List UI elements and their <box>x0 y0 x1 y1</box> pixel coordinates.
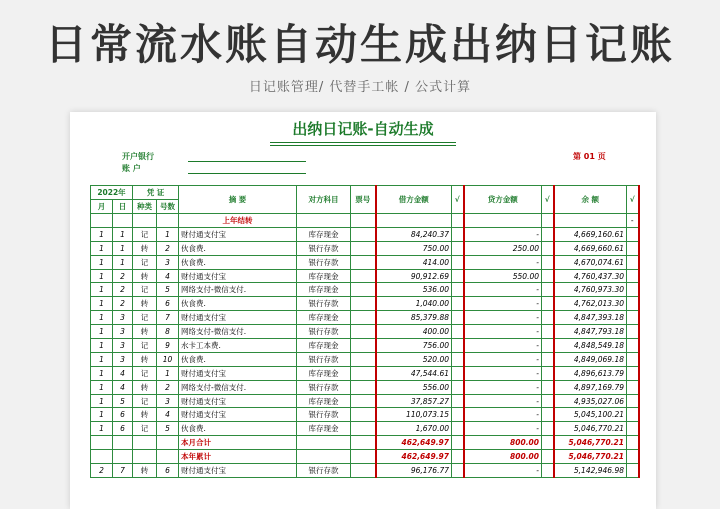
credit-check-cell <box>542 241 554 255</box>
credit-cell: - <box>464 227 542 241</box>
kind-cell: 转 <box>133 380 157 394</box>
number-cell: 7 <box>157 311 179 325</box>
month-cell: 1 <box>91 269 113 283</box>
ticket-cell <box>351 283 376 297</box>
credit-check-cell <box>542 366 554 380</box>
balance-check-cell <box>627 366 639 380</box>
credit-check-cell <box>542 394 554 408</box>
balance-check-cell <box>627 241 639 255</box>
account-cell: 库存现金 <box>297 269 351 283</box>
number-header: 号数 <box>157 200 179 214</box>
account-cell: 银行存款 <box>297 255 351 269</box>
number-cell: 2 <box>157 380 179 394</box>
table-row[interactable] <box>91 408 639 422</box>
kind-cell: 记 <box>133 394 157 408</box>
balance-check-cell <box>627 408 639 422</box>
debit-cell: 90,912.69 <box>376 269 452 283</box>
table-row[interactable] <box>91 325 639 339</box>
credit-cell: - <box>464 464 542 478</box>
day-cell: 2 <box>113 269 133 283</box>
kind-cell: 转 <box>133 464 157 478</box>
account-cell: 银行存款 <box>297 352 351 366</box>
balance-check-cell <box>627 422 639 436</box>
balance-cell: 4,847,793.18 <box>554 325 627 339</box>
month-cell: 2 <box>91 464 113 478</box>
table-row[interactable] <box>91 366 639 380</box>
summary-cell: 伙食费. <box>179 241 297 255</box>
balance-check-cell <box>627 311 639 325</box>
month-cell: 1 <box>91 227 113 241</box>
account-cell: 银行存款 <box>297 241 351 255</box>
balance-cell: 4,760,437.30 <box>554 269 627 283</box>
account-cell: 银行存款 <box>297 380 351 394</box>
credit-cell: - <box>464 394 542 408</box>
debit-cell: 37,857.27 <box>376 394 452 408</box>
day-cell: 4 <box>113 366 133 380</box>
total-debit: 462,649.97 <box>376 436 452 450</box>
debit-check-cell <box>452 255 464 269</box>
number-cell: 10 <box>157 352 179 366</box>
table-row[interactable] <box>91 227 639 241</box>
balance-cell: 5,045,100.21 <box>554 408 627 422</box>
credit-header: 贷方金额 <box>464 186 542 214</box>
balance-check-cell <box>627 464 639 478</box>
credit-check-cell <box>542 255 554 269</box>
debit-check-cell <box>452 297 464 311</box>
day-cell: 3 <box>113 352 133 366</box>
opening-row[interactable] <box>91 214 639 228</box>
number-cell: 6 <box>157 297 179 311</box>
day-cell: 1 <box>113 241 133 255</box>
kind-cell: 记 <box>133 255 157 269</box>
table-row[interactable] <box>91 269 639 283</box>
account-label: 账 户 <box>122 164 141 173</box>
number-cell: 3 <box>157 394 179 408</box>
day-cell: 1 <box>113 227 133 241</box>
number-cell: 9 <box>157 339 179 353</box>
debit-check-cell <box>452 408 464 422</box>
summary-cell: 网络支付-微信支付. <box>179 325 297 339</box>
ticket-cell <box>351 339 376 353</box>
debit-cell: 756.00 <box>376 339 452 353</box>
month-cell: 1 <box>91 339 113 353</box>
kind-cell: 转 <box>133 352 157 366</box>
summary-cell: 网络支付-微信支付. <box>179 380 297 394</box>
debit-cell: 400.00 <box>376 325 452 339</box>
debit-cell: 536.00 <box>376 283 452 297</box>
balance-header: 余 额 <box>554 186 627 214</box>
month-cell: 1 <box>91 366 113 380</box>
day-cell: 4 <box>113 380 133 394</box>
day-header: 日 <box>113 200 133 214</box>
balance-cell: 4,935,027.06 <box>554 394 627 408</box>
balance-check-cell <box>627 380 639 394</box>
summary-cell: 伙食费. <box>179 422 297 436</box>
number-cell: 1 <box>157 227 179 241</box>
total-credit: 800.00 <box>464 450 542 464</box>
credit-cell: - <box>464 283 542 297</box>
kind-cell: 记 <box>133 311 157 325</box>
debit-cell: 556.00 <box>376 380 452 394</box>
debit-cell: 1,040.00 <box>376 297 452 311</box>
account-cell: 银行存款 <box>297 464 351 478</box>
credit-cell: - <box>464 339 542 353</box>
credit-cell: - <box>464 311 542 325</box>
debit-check-cell <box>452 352 464 366</box>
debit-check-cell <box>452 311 464 325</box>
day-cell: 2 <box>113 283 133 297</box>
credit-check-header: √ <box>542 186 554 214</box>
balance-cell: 5,046,770.21 <box>554 422 627 436</box>
account-cell: 库存现金 <box>297 283 351 297</box>
table-row[interactable] <box>91 311 639 325</box>
kind-cell: 转 <box>133 408 157 422</box>
account-field[interactable] <box>188 173 306 174</box>
account-cell: 库存现金 <box>297 366 351 380</box>
account-cell: 库存现金 <box>297 422 351 436</box>
balance-check-cell <box>627 394 639 408</box>
opening-label: 上年结转 <box>179 214 297 228</box>
debit-check-cell <box>452 366 464 380</box>
ticket-cell <box>351 422 376 436</box>
table-row[interactable] <box>91 255 639 269</box>
balance-check-cell <box>627 297 639 311</box>
kind-cell: 记 <box>133 227 157 241</box>
account-cell: 银行存款 <box>297 297 351 311</box>
balance-check-cell <box>627 269 639 283</box>
summary-cell: 财付通支付宝 <box>179 269 297 283</box>
debit-cell: 96,176.77 <box>376 464 452 478</box>
credit-cell: 250.00 <box>464 241 542 255</box>
credit-check-cell <box>542 339 554 353</box>
day-cell: 6 <box>113 408 133 422</box>
account-cell: 库存现金 <box>297 227 351 241</box>
credit-cell: - <box>464 297 542 311</box>
month-cell: 1 <box>91 255 113 269</box>
credit-check-cell <box>542 408 554 422</box>
kind-header: 种类 <box>133 200 157 214</box>
kind-cell: 转 <box>133 297 157 311</box>
number-cell: 3 <box>157 255 179 269</box>
credit-cell: - <box>464 352 542 366</box>
kind-cell: 记 <box>133 283 157 297</box>
table-row[interactable] <box>91 464 639 478</box>
debit-cell: 1,670.00 <box>376 422 452 436</box>
debit-check-header: √ <box>452 186 464 214</box>
summary-cell: 水卡工本费. <box>179 339 297 353</box>
credit-cell: - <box>464 325 542 339</box>
day-cell: 5 <box>113 394 133 408</box>
credit-check-cell <box>542 297 554 311</box>
year-header: 2022年 <box>91 186 133 200</box>
month-cell: 1 <box>91 241 113 255</box>
kind-cell: 转 <box>133 241 157 255</box>
credit-check-cell <box>542 283 554 297</box>
ticket-cell <box>351 464 376 478</box>
ticket-cell <box>351 325 376 339</box>
debit-cell: 85,379.88 <box>376 311 452 325</box>
credit-check-cell <box>542 311 554 325</box>
debit-check-cell <box>452 394 464 408</box>
bank-label: 开户银行 <box>122 152 154 161</box>
month-cell: 1 <box>91 380 113 394</box>
banner-title: 日常流水账自动生成出纳日记账 <box>44 20 675 69</box>
total-label: 本年累计 <box>179 450 297 464</box>
balance-cell: 5,142,946.98 <box>554 464 627 478</box>
number-cell: 1 <box>157 366 179 380</box>
table-row[interactable] <box>91 283 639 297</box>
account-cell: 银行存款 <box>297 325 351 339</box>
kind-cell: 记 <box>133 366 157 380</box>
month-header: 月 <box>91 200 113 214</box>
debit-check-cell <box>452 227 464 241</box>
ticket-header: 票号 <box>351 186 376 214</box>
balance-check-cell <box>627 255 639 269</box>
day-cell: 6 <box>113 422 133 436</box>
summary-cell: 财付通支付宝 <box>179 366 297 380</box>
balance-cell: 4,670,074.61 <box>554 255 627 269</box>
table-row[interactable] <box>91 394 639 408</box>
balance-check-cell <box>627 352 639 366</box>
balance-cell: 4,849,069.18 <box>554 352 627 366</box>
credit-cell: - <box>464 422 542 436</box>
kind-cell: 记 <box>133 422 157 436</box>
balance-cell: 4,669,660.61 <box>554 241 627 255</box>
debit-cell: 414.00 <box>376 255 452 269</box>
debit-check-cell <box>452 269 464 283</box>
day-cell: 1 <box>113 255 133 269</box>
credit-cell: - <box>464 380 542 394</box>
ticket-cell <box>351 297 376 311</box>
ledger-table <box>90 185 640 478</box>
day-cell: 3 <box>113 311 133 325</box>
account-cell: 银行存款 <box>297 408 351 422</box>
debit-cell: 47,544.61 <box>376 366 452 380</box>
title-underline-double <box>270 145 456 146</box>
credit-cell: - <box>464 366 542 380</box>
balance-cell: 4,762,013.30 <box>554 297 627 311</box>
year-total-row[interactable] <box>91 450 639 464</box>
month-cell: 1 <box>91 422 113 436</box>
credit-check-cell <box>542 422 554 436</box>
debit-check-cell <box>452 283 464 297</box>
debit-header: 借方金额 <box>376 186 452 214</box>
total-debit: 462,649.97 <box>376 450 452 464</box>
balance-check-header: √ <box>627 186 639 214</box>
total-balance: 5,046,770.21 <box>554 450 627 464</box>
voucher-header: 凭 证 <box>133 186 179 200</box>
summary-header: 摘 要 <box>179 186 297 214</box>
ticket-cell <box>351 241 376 255</box>
month-cell: 1 <box>91 408 113 422</box>
summary-cell: 伙食费. <box>179 255 297 269</box>
balance-cell: 4,847,393.18 <box>554 311 627 325</box>
balance-check-cell <box>627 325 639 339</box>
month-total-row[interactable] <box>91 436 639 450</box>
total-credit: 800.00 <box>464 436 542 450</box>
page-number: 第 01 页 <box>573 152 606 161</box>
account-cell: 库存现金 <box>297 339 351 353</box>
balance-cell: 4,760,973.30 <box>554 283 627 297</box>
balance-cell: 4,848,549.18 <box>554 339 627 353</box>
number-cell: 4 <box>157 269 179 283</box>
month-cell: 1 <box>91 394 113 408</box>
ledger-sheet <box>70 112 656 509</box>
banner-subtitle: 日记账管理/ 代替手工帐 / 公式计算 <box>248 80 472 95</box>
ticket-cell <box>351 394 376 408</box>
debit-check-cell <box>452 464 464 478</box>
day-cell: 7 <box>113 464 133 478</box>
debit-check-cell <box>452 241 464 255</box>
day-cell: 2 <box>113 297 133 311</box>
debit-check-cell <box>452 339 464 353</box>
debit-cell: 520.00 <box>376 352 452 366</box>
debit-cell: 750.00 <box>376 241 452 255</box>
table-row[interactable] <box>91 380 639 394</box>
balance-check-cell <box>627 227 639 241</box>
account-cell: 库存现金 <box>297 311 351 325</box>
credit-check-cell <box>542 352 554 366</box>
credit-check-cell <box>542 227 554 241</box>
balance-cell: 4,896,613.79 <box>554 366 627 380</box>
table-row[interactable] <box>91 241 639 255</box>
credit-cell: - <box>464 408 542 422</box>
month-cell: 1 <box>91 297 113 311</box>
ticket-cell <box>351 311 376 325</box>
summary-cell: 财付通支付宝 <box>179 394 297 408</box>
debit-check-cell <box>452 422 464 436</box>
number-cell: 5 <box>157 283 179 297</box>
month-cell: 1 <box>91 311 113 325</box>
kind-cell: 转 <box>133 325 157 339</box>
bank-field[interactable] <box>188 161 306 162</box>
ticket-cell <box>351 227 376 241</box>
account-header: 对方科目 <box>297 186 351 214</box>
ticket-cell <box>351 269 376 283</box>
opening-check: - <box>627 214 639 228</box>
month-cell: 1 <box>91 325 113 339</box>
kind-cell: 记 <box>133 339 157 353</box>
credit-cell: 550.00 <box>464 269 542 283</box>
credit-check-cell <box>542 269 554 283</box>
table-row[interactable] <box>91 297 639 311</box>
title-underline <box>270 142 456 143</box>
sheet-title: 出纳日记账-自动生成 <box>292 120 434 138</box>
credit-check-cell <box>542 464 554 478</box>
summary-cell: 财付通支付宝 <box>179 311 297 325</box>
summary-cell: 财付通支付宝 <box>179 408 297 422</box>
table-row[interactable] <box>91 352 639 366</box>
day-cell: 3 <box>113 339 133 353</box>
month-cell: 1 <box>91 352 113 366</box>
number-cell: 6 <box>157 464 179 478</box>
balance-check-cell <box>627 339 639 353</box>
ticket-cell <box>351 255 376 269</box>
ticket-cell <box>351 408 376 422</box>
balance-cell: 4,669,160.61 <box>554 227 627 241</box>
summary-cell: 财付通支付宝 <box>179 227 297 241</box>
balance-cell: 4,897,169.79 <box>554 380 627 394</box>
summary-cell: 财付通支付宝 <box>179 464 297 478</box>
day-cell: 3 <box>113 325 133 339</box>
debit-cell: 84,240.37 <box>376 227 452 241</box>
summary-cell: 伙食费. <box>179 352 297 366</box>
number-cell: 2 <box>157 241 179 255</box>
account-cell: 库存现金 <box>297 394 351 408</box>
debit-check-cell <box>452 325 464 339</box>
table-row[interactable] <box>91 339 639 353</box>
credit-cell: - <box>464 255 542 269</box>
credit-check-cell <box>542 325 554 339</box>
ticket-cell <box>351 366 376 380</box>
number-cell: 5 <box>157 422 179 436</box>
debit-cell: 110,073.15 <box>376 408 452 422</box>
table-row[interactable] <box>91 422 639 436</box>
credit-check-cell <box>542 380 554 394</box>
total-label: 本月合计 <box>179 436 297 450</box>
kind-cell: 转 <box>133 269 157 283</box>
balance-check-cell <box>627 283 639 297</box>
number-cell: 4 <box>157 408 179 422</box>
ticket-cell <box>351 380 376 394</box>
ticket-cell <box>351 352 376 366</box>
month-cell: 1 <box>91 283 113 297</box>
number-cell: 8 <box>157 325 179 339</box>
total-balance: 5,046,770.21 <box>554 436 627 450</box>
summary-cell: 伙食费. <box>179 297 297 311</box>
debit-check-cell <box>452 380 464 394</box>
summary-cell: 网络支付-微信支付. <box>179 283 297 297</box>
